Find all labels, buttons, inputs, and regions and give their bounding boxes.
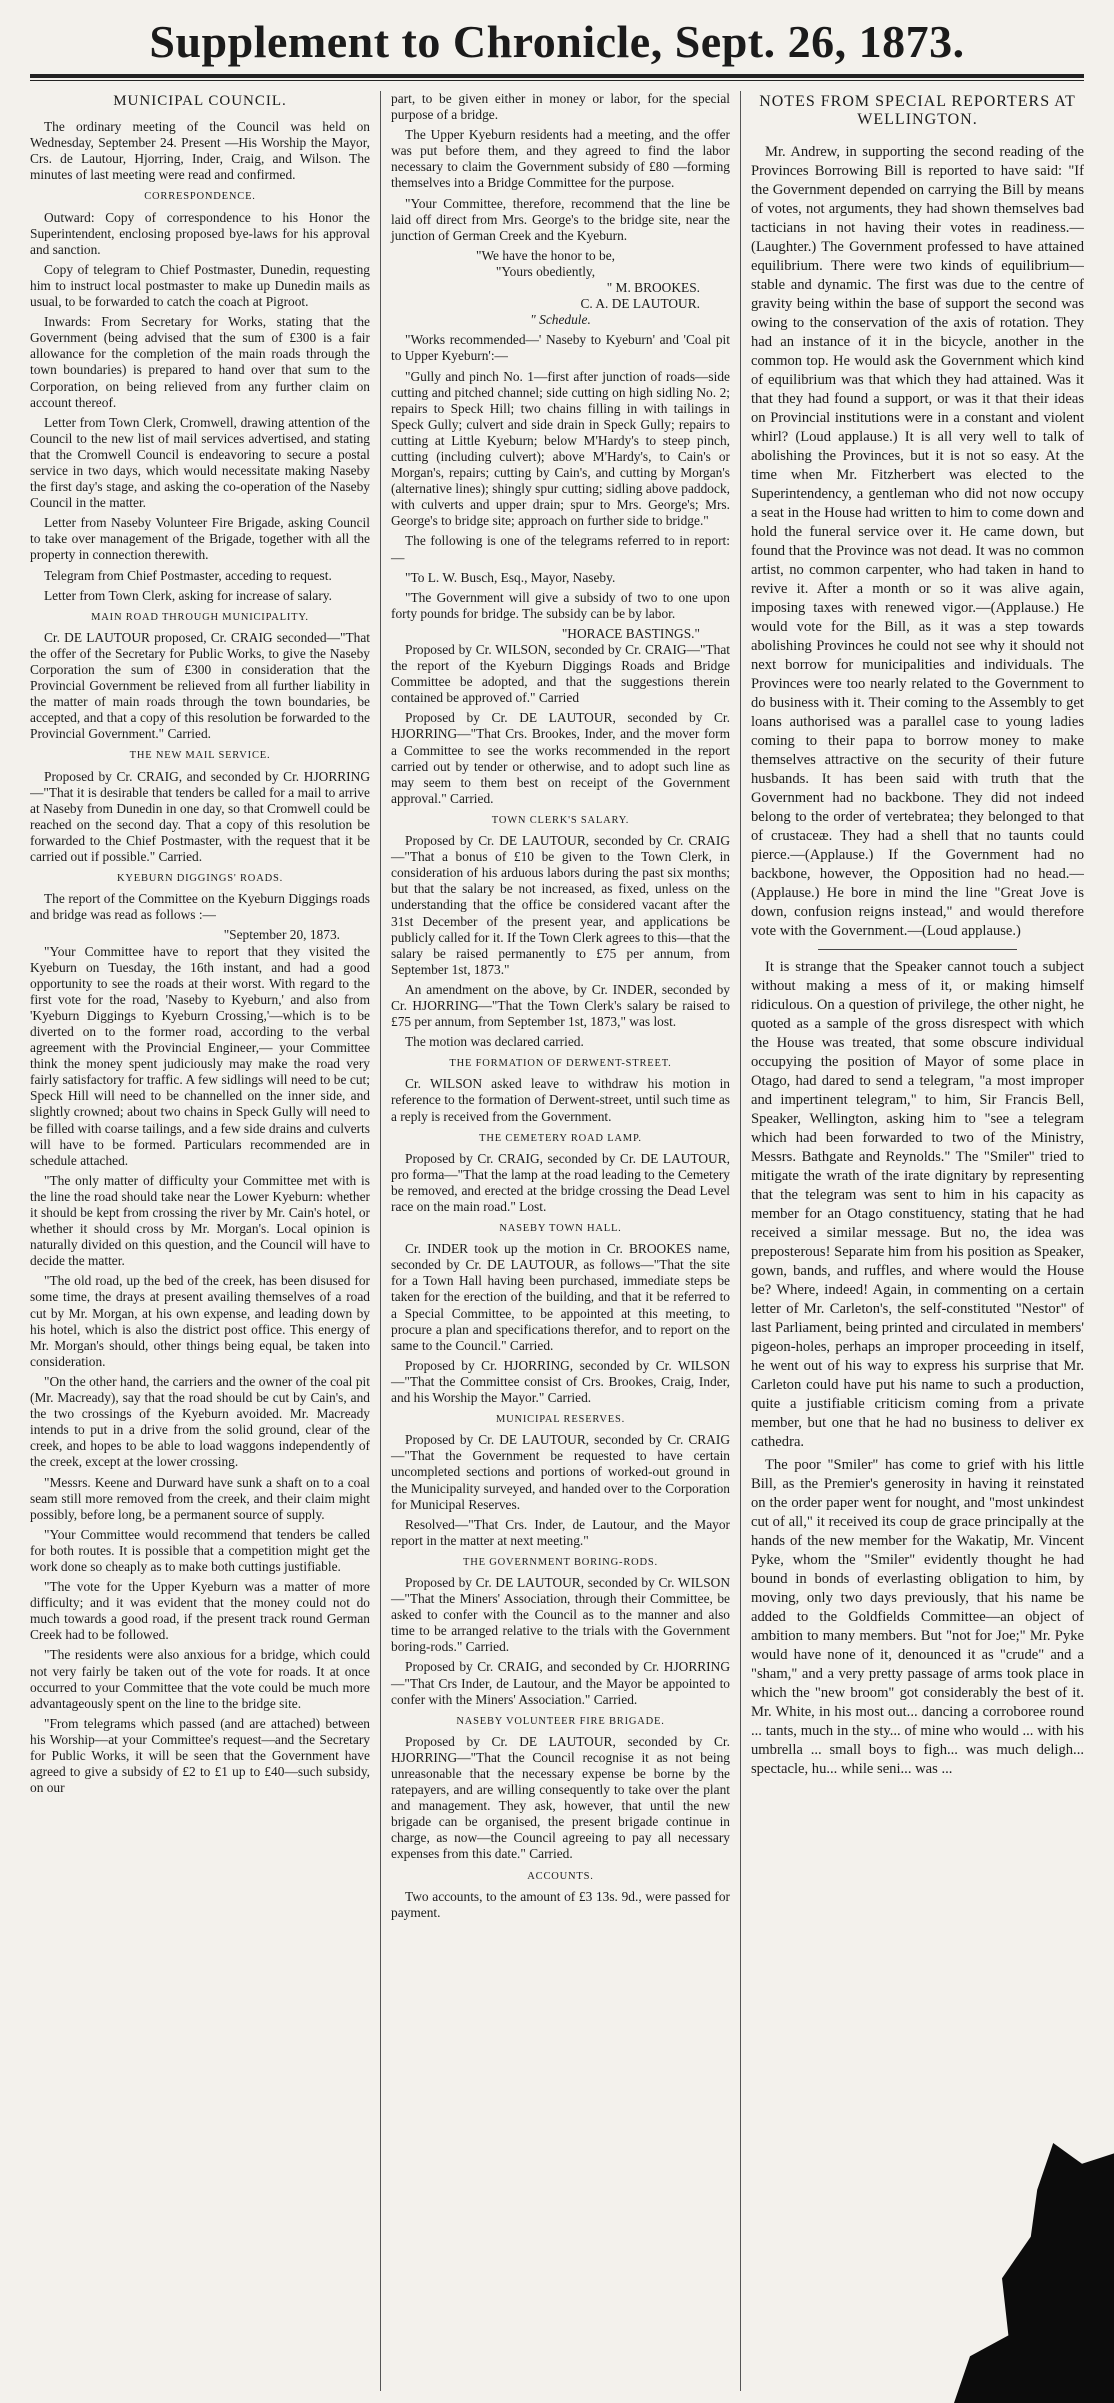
- paragraph: The report of the Committee on the Kyeburn Diggings roads and bridge was read as follows :—: [30, 891, 370, 923]
- paragraph: part, to be given either in money or labor, for the special purpose of a bridge.: [391, 91, 730, 123]
- schedule-heading: " Schedule.: [530, 312, 591, 328]
- paragraph: "The vote for the Upper Kyeburn was a matter of more difficulty; and it was evident that the money could not do much towards a good road, if the present track round German Creek had to be followed.: [30, 1579, 370, 1643]
- subheading: THE CEMETERY ROAD LAMP.: [479, 1132, 642, 1144]
- paragraph: Proposed by Cr. WILSON, seconded by Cr. CRAIG—"That the report of the Kyeburn Diggings Roads and Bridge Committee be adopted, and that the suggestions therein contained be approved of." Carried: [391, 642, 730, 706]
- paragraph: Resolved—"That Crs. Inder, de Lautour, and the Mayor report in the matter at next meeting.": [391, 1516, 730, 1548]
- column-wellington-notes: [740, 91, 1084, 2391]
- subheading: THE GOVERNMENT BORING-RODS.: [463, 1556, 658, 1568]
- section-title: MUNICIPAL COUNCIL.: [113, 93, 287, 109]
- masthead-rule-thin: [30, 80, 1084, 81]
- paragraph: Two accounts, to the amount of £3 13s. 9d., were passed for payment.: [391, 1888, 730, 1920]
- column-council-continued: [380, 91, 740, 2391]
- paragraph: Letter from Town Clerk, Cromwell, drawing attention of the Council to the new list of mail services advertised, and stating that the Cromwell Council is endeavoring to secure a postal service in two days, which would necessitate making Naseby the first day's stage, and asking the co-operation of the Naseby Council in the matter.: [30, 414, 370, 511]
- report-date: "September 20, 1873.: [223, 927, 340, 943]
- paragraph: Mr. Andrew, in supporting the second reading of the Provinces Borrowing Bill is reported to have said: "If the Government depended on carrying the Bill by means of votes, not arguments, they had shown themselves bad tacticians in not having their votes in readiness.—(Laughter.) The Government professed to have attained equilibrium. There were two kinds of equilibrium—stable and dynamic. The first was due to the centre of gravity being within the base of support the second was owing to the conservation of the axis of rotation. They had an instance of it in the bicycle, another in the common top. He would ask the Government which kind of equilibrium was that which they had attained. Was it that they had found a support, or was it that their ideas on Provincial institutions were in a constant and violent whirl? (Loud applause.) It is all very well to talk of abolishing the Provinces, but it is not so easy. At the time when Mr. Fitzherbert was elected to the Superintendency, a gentleman who did not now occupy a seat in the House had written to him to come down and hold the funeral service over it. He came down, but found that the Province was not dead. It was no common artist, no common carpenter, who had taken in hand to revive it. After a month or so it was alive again, imposing taxes with renewed vigor.—(Applause.) He would vote for the Bill, as it was a step towards abolishing Provinces he could not see why it should not next borrow for municipalities and individuals. The Provinces were too nearly related to the Government to do business with it. Their coming to the Assembly to get loans authorised was a parallel case to young ladies coming to their papa to borrow money to make themselves attractive on the security of their future husbands. It has been said with truth that the Government had no backbone. They did not indeed belong to the order of vertebratea; they belonged to that of crustaceæ. They had a shell that no taunts could pierce.—(Applause.) If the Government had no backbone, however, the Opposition had no head.—(Applause.) He bore in mind the line "Great Jove is down, confusion reigns instead," and would therefore vote with the Government.—(Loud applause.): [751, 144, 1084, 939]
- paragraph: Proposed by Cr. DE LAUTOUR, seconded by Cr. HJORRING—"That the Council recognise it as not being unreasonable that the necessary expense be borne by the ratepayers, and are willing consequently to take over the plant and management. They ask, however, that until the new brigade can be organised, the present brigade continue in charge, as now—the Council agreeing to pay all necessary expenses from this date." Carried.: [391, 1733, 730, 1862]
- paragraph: "The old road, up the bed of the creek, has been disused for some time, the drays at present availing themselves of a road cut by Mr. Morgan, at his own expense, and leading down by his hotel, which is also the district post office. This energy of Mr. Morgan's should, other things being equal, be taken into consideration.: [30, 1273, 370, 1369]
- paragraph: "To L. W. Busch, Esq., Mayor, Naseby.: [405, 569, 616, 585]
- paragraph: An amendment on the above, by Cr. INDER, seconded by Cr. HJORRING—"That the Town Clerk's salary be raised to £75 per annum, from September 1st, 1873," was lost.: [391, 981, 730, 1030]
- paragraph: "Gully and pinch No. 1—first after junction of roads—side cutting and pitched channel; side cutting on high sidling No. 2; repairs to Speck Hill; two chains filling in with tailings in Speck Gully; culvert and side drain in Speck Gully; repairs to cutting at Little Kyeburn; below M'Hardy's to steep pinch, cutting (including culvert); above M'Hardy's, to Cain's or Morgan's, repairs; cutting by Cain's, and cutting by Morgan's (alternative lines); shingly spur cutting; sidling above paddock, with culverts and upper drain; spur to Mrs. George's; Mrs. George's to bridge site; approach on further side to bridge.": [391, 368, 730, 529]
- columns: [30, 91, 1084, 2391]
- signature-line: "Yours obediently,: [495, 263, 596, 279]
- paragraph: "Your Committee have to report that they visited the Kyeburn on Tuesday, the 16th instant, and had a good opportunity to see the roads at their worst. With regard to the first vote for the road, 'Naseby to Kyeburn,' and also from 'Kyeburn Diggings to Kyeburn Crossing,'—which is to be diverted on to the former road, according to the verbal agreement with the Provincial Engineer,— your Committee think the money spent judiciously may make the road very fairly satisfactory for traffic. A few sidlings will need to be cut; Speck Hill will need to be channelled on the inner side, and slightly crowned; about two chains in Speck Gully will need to be filled with coarse tailings, and a few side drains and culverts will have to be formed. Particulars recommended are in schedule attached.: [30, 943, 370, 1168]
- paragraph: The ordinary meeting of the Council was held on Wednesday, September 24. Present —His Worship the Mayor, Crs. de Lautour, Hjorring, Inder, Craig, and Wilson. The minutes of last meeting were read and confirmed.: [30, 119, 370, 183]
- paragraph: "Messrs. Keene and Durward have sunk a shaft on to a coal seam still more removed from the creek, and their claim might possibly, before long, be a permanent source of supply.: [30, 1474, 370, 1522]
- signature-name: C. A. DE LAUTOUR.: [580, 296, 700, 312]
- paragraph: Proposed by Cr. DE LAUTOUR, seconded by Cr. CRAIG—"That a bonus of £10 be given to the Town Clerk, in consideration of his arduous labors during the past six months; but that the salary be not increased, as fixed, unless on the understanding that the office be considered vacant after the 31st December of the present year, and applications be publicly called for it. If the Town Clerk agrees to this—that the salary be raised permanently to £75 per annum, from September 1st, 1873.": [391, 833, 730, 977]
- paragraph: It is strange that the Speaker cannot touch a subject without making a mess of it, or making himself ridiculous. On a question of privilege, the other night, he quoted as a sample of the gross disrespect with which the House was treated, that some obscure individual occupying the position of Mayor of some place in Otago, had dared to send a telegram, "a most improper and impertinent telegram," to him, Sir Francis Bell, Speaker, Wellington, asking him to "see a telegram which had been forwarded to two of the Ministry, Messrs. Bathgate and Reynolds." The "Smiler" tried to mitigate the wrath of the irate dignitary by representing that the telegram was sent to him in his capacity as member for an Otago constituency, stating that he had received a similar message. But no, the idea was preposterous! Separate him from his position as Speaker, gown, bands, and ruffles, and where would the House be? Where, indeed! Again, in commenting on a certain letter of Mr. Carleton's, the self-constituted "Nestor" of last Parliament, being printed and circulated in members' pigeon-holes, perhaps an improper proceeding in itself, he went out of his way to express his surprise that Mr. Carleton could have put his name to such a production, quite a justifiable criticism coming from a private member, but one that he had no business to deliver ex cathedra.: [751, 959, 1084, 1450]
- paragraph: Proposed by Cr. DE LAUTOUR, seconded by Cr. CRAIG—"That the Government be requested to have certain uncompleted sections and portions of worked-out ground in the Municipality surveyed, and handed over to the Corporation for Municipal Reserves.: [391, 1432, 730, 1512]
- subheading: MUNICIPAL RESERVES.: [495, 1414, 626, 1426]
- paragraph: The Upper Kyeburn residents had a meeting, and the offer was put before them, and they agreed to find the labor necessary to claim the Government subsidy of £80 —forming themselves into a Bridge Committee for the purpose.: [391, 127, 730, 191]
- masthead-rule: [30, 74, 1084, 78]
- subheading: MAIN ROAD THROUGH MUNICIPALITY.: [91, 611, 309, 623]
- signature-line: "We have the honor to be,: [476, 247, 615, 263]
- paragraph: Cr. INDER took up the motion in Cr. BROOKES name, seconded by Cr. DE LAUTOUR, as follows—"That the site for a Town Hall having been purchased, immediate steps be taken for the erection of the building, and that it be referred to a Special Committee, to be appointed at this meeting, to procure a plan and specifications therefor, and to report on the same to the Council." Carried.: [391, 1241, 730, 1353]
- paragraph: "The Government will give a subsidy of two to one upon forty pounds for bridge. The subsidy can be by labor.: [391, 589, 730, 621]
- paragraph: Letter from Naseby Volunteer Fire Brigade, asking Council to take over management of the Brigade, together with all the property in connection therewith.: [30, 515, 370, 563]
- paragraph: The motion was declared carried.: [405, 1034, 584, 1050]
- paragraph: "The residents were also anxious for a bridge, which could not very fairly be taken out of the vote for roads. It at once occurred to your Committee that the vote could be much more advantageously spent on the line to the bridge site.: [30, 1647, 370, 1711]
- paragraph: Outward: Copy of correspondence to his Honor the Superintendent, enclosing proposed bye-laws for his approval and sanction.: [30, 209, 370, 257]
- subheading: THE NEW MAIL SERVICE.: [129, 750, 271, 762]
- section-title: NOTES FROM SPECIAL REPORTERS AT WELLINGTON.: [759, 93, 1076, 128]
- paragraph: Cr. DE LAUTOUR proposed, Cr. CRAIG seconded—"That the offer of the Secretary for Public Works, to give the Naseby Corporation the sum of £300 in consideration that the Provincial Government be relieved from all further liability in the matter of main roads through the town boundaries, be accepted, and that a copy of this resolution be forwarded to the Provincial Government." Carried.: [30, 629, 370, 742]
- column-municipal-council: [30, 91, 380, 2391]
- paragraph: Proposed by Cr. CRAIG, and seconded by Cr. HJORRING—"That it is desirable that tenders be called for a mail to arrive at Naseby from Dunedin in one day, so that Cromwell could be reached on the second day. That a copy of this resolution be forwarded to the Chief Postmaster, with the request that it be carried out if possible." Carried.: [30, 768, 370, 865]
- masthead-title: Supplement to Chronicle, Sept. 26, 1873.: [149, 16, 965, 67]
- paragraph: Telegram from Chief Postmaster, acceding to request.: [44, 567, 332, 583]
- subheading: CORRESPONDENCE.: [144, 191, 256, 203]
- paragraph: "On the other hand, the carriers and the owner of the coal pit (Mr. Macready), say that the road should be cut by Cain's, and the two crossings of the Kyeburn avoided. Mr. Macready intends to put in a drive from the solid ground, clear of the creek, and hopes to be able to load waggons independently of the creek, except at the lower crossing.: [30, 1373, 370, 1470]
- divider: [818, 949, 1018, 950]
- paragraph: Proposed by Cr. HJORRING, seconded by Cr. WILSON—"That the Committee consist of Crs. Brookes, Craig, Inder, and his Worship the Mayor." Carried.: [391, 1357, 730, 1406]
- paragraph: Letter from Town Clerk, asking for increase of salary.: [44, 587, 332, 603]
- subheading: ACCOUNTS.: [527, 1870, 594, 1882]
- paragraph: Proposed by Cr. CRAIG, seconded by Cr. DE LAUTOUR, pro forma—"That the lamp at the road leading to the Cemetery be removed, and erected at the bridge crossing the Dead Level race on the main road." Lost.: [391, 1150, 730, 1214]
- subheading: NASEBY TOWN HALL.: [499, 1223, 622, 1235]
- paragraph: "From telegrams which passed (and are attached) between his Worship—at your Committee's request—and the Secretary for Public Works, it will be seen that the Government have agreed to give a subsidy of £2 to £1 up to £40—such subsidy, on our: [30, 1715, 370, 1796]
- paragraph: Proposed by Cr. CRAIG, and seconded by Cr. HJORRING—"That Crs Inder, de Lautour, and the Mayor be appointed to confer with the Miners' Association." Carried.: [391, 1659, 730, 1707]
- signature-name: " M. BROOKES.: [606, 280, 700, 296]
- paragraph: Proposed by Cr. DE LAUTOUR, seconded by Cr. WILSON—"That the Miners' Association, through their Committee, be asked to confer with the Council as to the manner and also time to be arranged relative to the trials with the Government boring-rods." Carried.: [391, 1574, 730, 1655]
- subheading: NASEBY VOLUNTEER FIRE BRIGADE.: [456, 1715, 665, 1727]
- subheading: TOWN CLERK'S SALARY.: [491, 814, 630, 826]
- paragraph: Cr. WILSON asked leave to withdraw his motion in reference to the formation of Derwent-street, until such time as a reply is received from the Government.: [391, 1076, 730, 1124]
- paragraph: The following is one of the telegrams referred to in report:—: [391, 533, 730, 565]
- paragraph: Proposed by Cr. DE LAUTOUR, seconded by Cr. HJORRING—"That Crs. Brookes, Inder, and the mover form a Committee to see the works recommended in the report carried out by tender or otherwise, and to adopt such line as may seem to them best on receipt of the Government approval." Carried.: [391, 710, 730, 806]
- subheading: THE FORMATION OF DERWENT-STREET.: [449, 1058, 672, 1070]
- subheading: KYEBURN DIGGINGS' ROADS.: [116, 873, 284, 885]
- paragraph: Copy of telegram to Chief Postmaster, Dunedin, requesting him to instruct local postmaster to make up Dunedin mails as usual, to be forwarded to catch the coach at Pigroot.: [30, 261, 370, 310]
- paragraph: "Your Committee would recommend that tenders be called for both routes. It is possible that a competition might get the work done so cheaply as to make both cuttings justifiable.: [30, 1526, 370, 1574]
- signature-name: "HORACE BASTINGS.": [561, 625, 700, 641]
- paragraph: Inwards: From Secretary for Works, stating that the Government (being advised that the sum of £300 is a fair allowance for the completion of the main roads through the town boundaries) is prepared to hand over that sum to the Corporation, on being relieved from any further claim on account thereof.: [30, 314, 370, 410]
- paragraph: The poor "Smiler" has come to grief with his little Bill, as the Premier's generosity in having it reinstated on the order paper went for nought, and "most unkindest cut of all," it received its coup de grace principally at the hands of the new member for the Wakatip, Mr. Vincent Pyke, whom the "Smiler" evidently thought he had bound in bonds of everlasting obligation to him, by moving, only two days previously, that his name be added to the Goldfields Committee—an object of ambition to many members. But "not for Joe;" Mr. Pyke would have none of it, denounced it as "crude" and a "sham," and a very pretty passage of arms took place in which the "new broom" got considerably the best of it. Mr. White, in his most out... dancing a corroboree round ... tants, much in the sty... of mine who would ... with his umbrella ... small boys to figh... was much deligh... spectacle, hu... while seni... was ...: [751, 1457, 1084, 1777]
- paragraph: "Works recommended—' Naseby to Kyeburn' and 'Coal pit to Upper Kyeburn':—: [391, 332, 730, 364]
- paragraph: "The only matter of difficulty your Committee met with is the line the road should take near the Lower Kyeburn: whether it should be kept from crossing the river by Mr. Cain's hotel, or whether it should cross by Mr. Morgan's. Local opinion is naturally divided on this question, and the Council will have to decide the matter.: [30, 1172, 370, 1269]
- paragraph: "Your Committee, therefore, recommend that the line be laid off direct from Mrs. George's to the bridge site, near the junction of German Creek and the Kyeburn.: [391, 195, 730, 243]
